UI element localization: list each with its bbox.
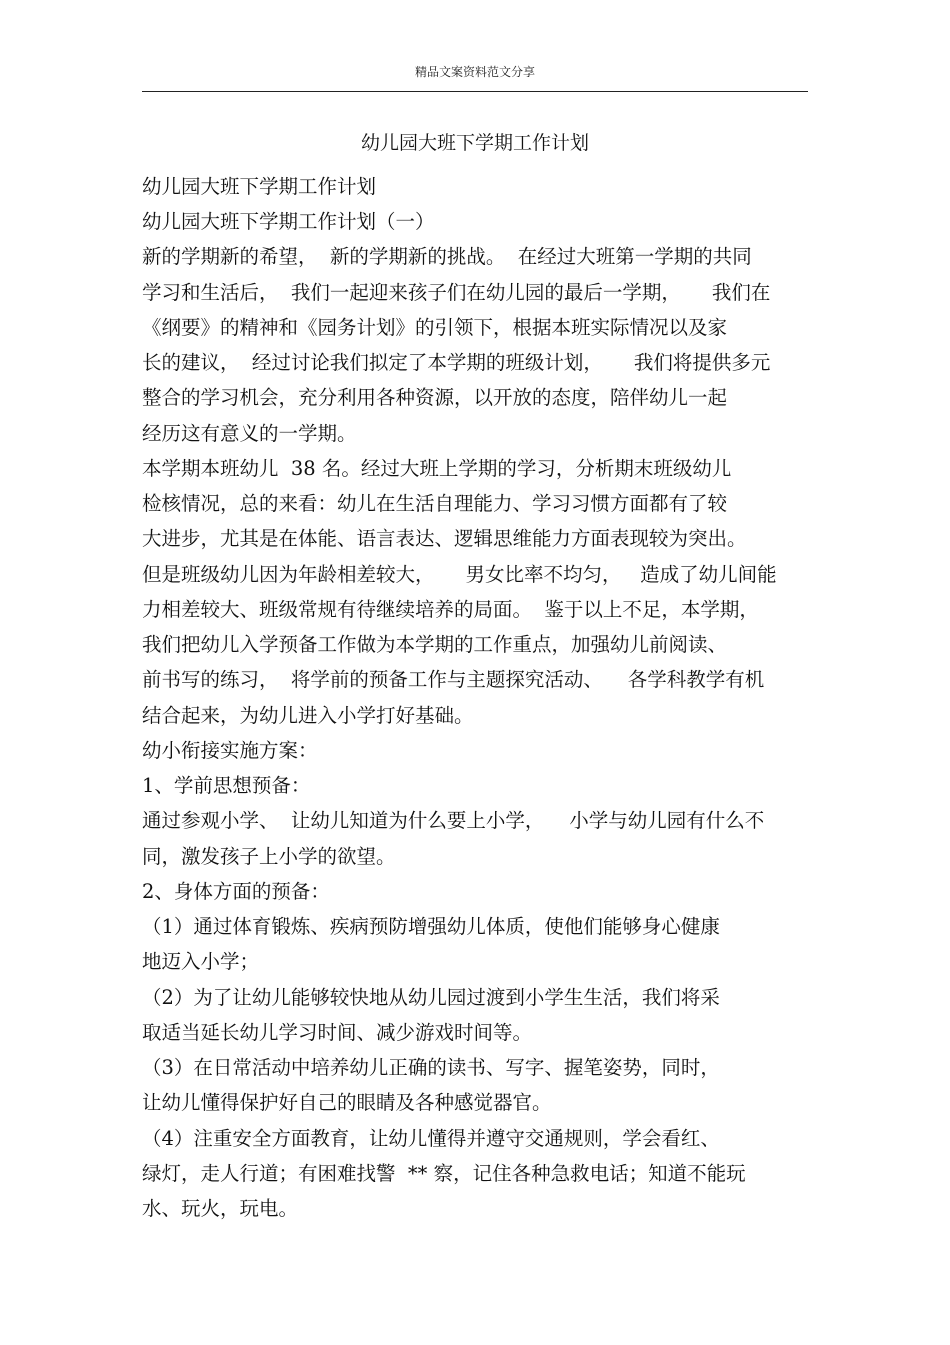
body-line: 绿灯，走人行道；有困难找警 ** 察，记住各种急救电话；知道不能玩 xyxy=(142,1162,746,1185)
body-line: 长的建议， 经过讨论我们拟定了本学期的班级计划， 我们将提供多元 xyxy=(142,351,771,374)
body-line: 2、身体方面的预备： xyxy=(142,880,330,903)
body-line: 检核情况，总的来看：幼儿在生活自理能力、学习习惯方面都有了较 xyxy=(142,492,728,515)
body-line: 水、玩火，玩电。 xyxy=(142,1197,299,1220)
body-line: 但是班级幼儿因为年龄相差较大， 男女比率不均匀， 造成了幼儿间能 xyxy=(142,563,777,586)
document-title: 幼儿园大班下学期工作计划 xyxy=(360,132,589,154)
body-line: 地迈入小学； xyxy=(142,950,260,973)
body-line: 幼儿园大班下学期工作计划 xyxy=(142,175,377,198)
body-line: 整合的学习机会，充分利用各种资源，以开放的态度，陪伴幼儿一起 xyxy=(142,386,728,409)
header-divider xyxy=(142,91,808,92)
body-line: 1、学前思想预备： xyxy=(142,774,311,797)
body-line: 经历这有意义的一学期。 xyxy=(142,422,357,445)
body-line: 本学期本班幼儿 38 名。经过大班上学期的学习，分析期末班级幼儿 xyxy=(142,457,732,480)
body-line: 前书写的练习， 将学前的预备工作与主题探究活动、 各学科教学有机 xyxy=(142,668,765,691)
body-line: 学习和生活后， 我们一起迎来孩子们在幼儿园的最后一学期， 我们在 xyxy=(142,281,771,304)
body-line: 《纲要》的精神和《园务计划》的引领下，根据本班实际情况以及家 xyxy=(142,316,728,339)
body-line: （3）在日常活动中培养幼儿正确的读书、写字、握笔姿势，同时， xyxy=(142,1056,720,1079)
body-line: 取适当延长幼儿学习时间、减少游戏时间等。 xyxy=(142,1021,533,1044)
body-line: 我们把幼儿入学预备工作做为本学期的工作重点，加强幼儿前阅读、 xyxy=(142,633,728,656)
body-line: 同，激发孩子上小学的欲望。 xyxy=(142,845,396,868)
body-line: （4）注重安全方面教育，让幼儿懂得并遵守交通规则，学会看红、 xyxy=(142,1127,720,1150)
body-line: 幼小衔接实施方案： xyxy=(142,739,318,762)
body-line: 让幼儿懂得保护好自己的眼睛及各种感觉器官。 xyxy=(142,1091,552,1114)
body-line: 新的学期新的希望， 新的学期新的挑战。 在经过大班第一学期的共同 xyxy=(142,245,752,268)
page-header: 精品文案资料范文分享 xyxy=(414,65,535,79)
body-line: 通过参观小学、 让幼儿知道为什么要上小学， 小学与幼儿园有什么不 xyxy=(142,809,765,832)
body-line: （1）通过体育锻炼、疾病预防增强幼儿体质，使他们能够身心健康 xyxy=(142,915,720,938)
body-line: 力相差较大、班级常规有待继续培养的局面。 鉴于以上不足，本学期， xyxy=(142,598,759,621)
body-line: （2）为了让幼儿能够较快地从幼儿园过渡到小学生生活，我们将采 xyxy=(142,986,720,1009)
body-line: 结合起来，为幼儿进入小学打好基础。 xyxy=(142,704,474,727)
body-line: 幼儿园大班下学期工作计划（一） xyxy=(142,210,435,233)
body-line: 大进步，尤其是在体能、语言表达、逻辑思维能力方面表现较为突出。 xyxy=(142,527,747,550)
